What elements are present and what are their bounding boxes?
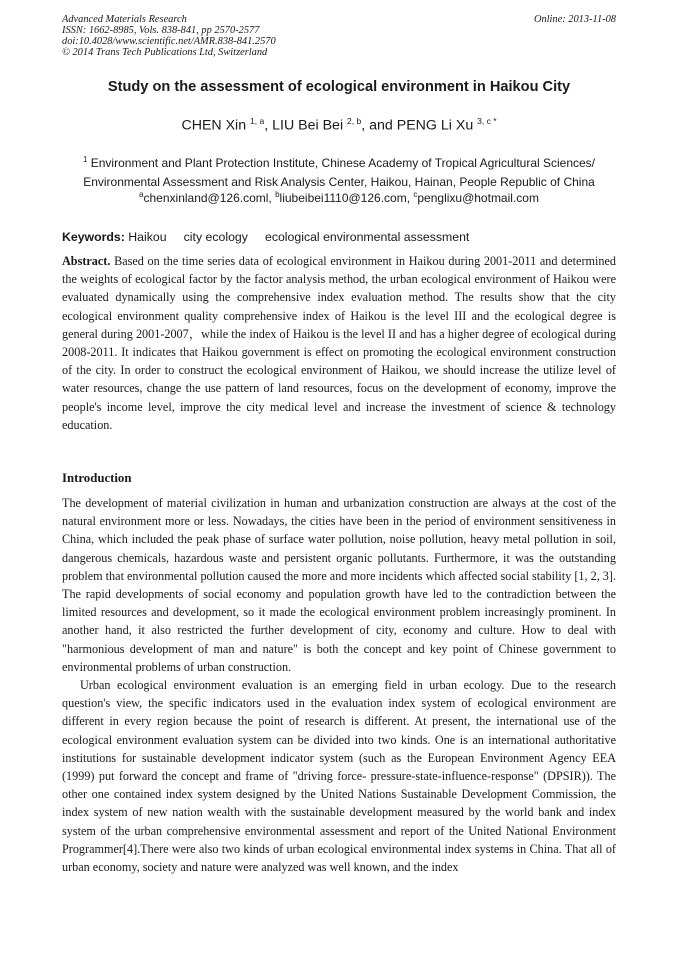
doi-line: doi:10.4028/www.scientific.net/AMR.838-841.2570 <box>62 36 276 47</box>
email-address: chenxinland@126.coml, <box>143 191 276 205</box>
journal-name: Advanced Materials Research <box>62 14 187 25</box>
paragraph: Urban ecological environment evaluation is an emerging field in urban ecology. Due to the research question's view, the specific indicators used in the evaluation index system of ecological environment are different in every region because the point of research is different. At present, the international use of the ecological environment evaluation system can be divided into two kinds. One is an international authoritative institutions for sustainable development indicator system (such as the European Environment Agency EEA (1999) put forward the concept and frame of "driving force- pressure-state-influence-response" (DPSIR)). The other one contained index system designed by the United Nations Sustainable Development Commission, the index system of new nation wealth with the sustainable development measured by the world bank and index system of the urban comprehensive environmental assessment and report of the United National Environment Programmer[4].There were also two kinds of urban ecological environmental index systems in China. That all of urban economy, society and nature were analyzed was well known, and the index <box>62 678 616 875</box>
copyright-line: © 2014 Trans Tech Publications Ltd, Switzerland <box>62 47 268 58</box>
author-name: CHEN Xin <box>181 117 251 134</box>
issn-line: ISSN: 1662-8985, Vols. 838-841, pp 2570-2577 <box>62 25 260 36</box>
affiliation-mark: 1 <box>82 155 88 164</box>
affiliation <box>62 150 616 192</box>
author-affiliation-mark: 3, c * <box>477 116 497 126</box>
email-mark: b <box>275 190 280 199</box>
author-affiliation-mark: 1, a <box>250 116 265 126</box>
section-heading-introduction: Introduction <box>62 471 132 485</box>
email-list <box>62 190 616 205</box>
online-date: Online: 2013-11-08 <box>533 14 616 25</box>
keywords-values: Haikou city ecology ecological environmental assessment <box>124 230 470 244</box>
author-name: , and PENG Li Xu <box>361 117 478 134</box>
author-list <box>62 116 616 134</box>
email-address: liubeibei1110@126.com, <box>279 191 414 205</box>
affiliation-line-1: $^1$ Environment and Plant Protection Institute, Chinese Academy of Tropical Agricultural Sciences/ <box>82 155 596 170</box>
keywords <box>62 230 616 244</box>
abstract <box>62 252 616 434</box>
email-mark: c <box>413 190 418 199</box>
introduction-body <box>62 494 616 876</box>
affiliation-line-2: Environmental Assessment and Risk Analysis Center, Haikou, Hainan, People Republic of China <box>83 175 595 189</box>
paragraph: The development of material civilization in human and urbanization construction are always at the cost of the natural environment more or less. Nowadays, the cities have been in the period of environment sensitiveness in China, which included the peak phase of surface water pollution, noise pollution, heavy metal pollution in soil, dangerous chemicals, hazardous waste and persistent organic pollutants. Furthermore, it was the outstanding problem that environmental pollution caused the more and more incidents which affected social stability [1, 2, 3]. The rapid developments of social economy and population growth have led to the contradiction between the limited resources and development, so it made the ecological environment problem increasingly prominent. In another hand, it also restricted the further development of city, economy and culture. How to deal with "harmonious development of man and nature" is both the concept and key point of Chinese government to environmental problems of urban construction. <box>62 496 616 674</box>
email-mark: a <box>139 190 144 199</box>
running-header <box>62 14 616 58</box>
author-name: , LIU Bei Bei <box>264 117 348 134</box>
author-affiliation-mark: 2, b <box>347 116 362 126</box>
paper-title: Study on the assessment of ecological environment in Haikou City <box>107 79 571 95</box>
abstract-label: Abstract. <box>62 254 111 268</box>
email-address: penglixu@hotmail.com <box>417 191 539 205</box>
keywords-label: Keywords: <box>62 230 125 244</box>
abstract-text: Based on the time series data of ecological environment in Haikou during 2001-2011 and determined the weights of ecological factor by the factor analysis method, the urban ecological environment of Haikou were evaluated dynamically using the comprehensive index evaluation method. The results show that the city ecological environment quality comprehensive index of Haikou is the level III and the ecological degree is general during 2001-2007，while the index of Haikou is the level II and has a higher degree of ecological during 2008-2011. It indicates that Haikou government is effect on promoting the ecological environment construction of the city. In order to construct the ecological environment of Haikou, we should increase the utilize level of water resources, change the use pattern of land resources, focus on the development of economy, improve the people's income level, improve the city medical level and increase the investment of science & technology education. <box>62 254 616 432</box>
